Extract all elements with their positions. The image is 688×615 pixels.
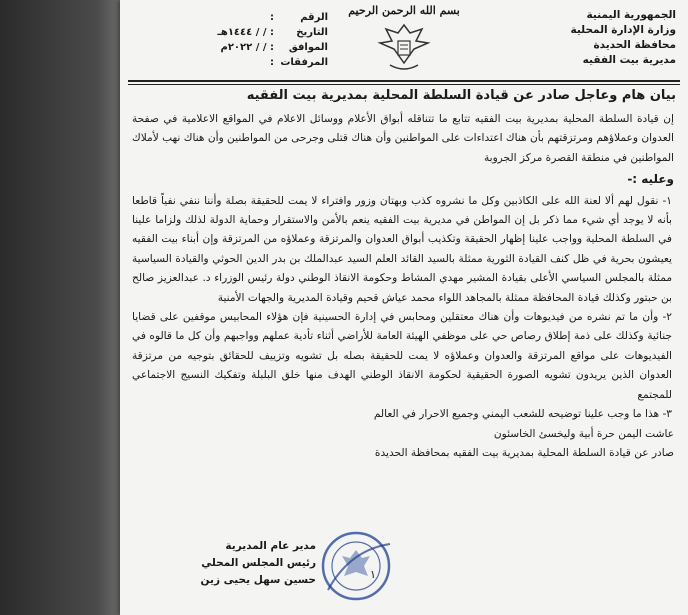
basmala: بسم الله الرحمن الرحيم: [348, 4, 460, 17]
ref-row-date: التاريخ : / / ١٤٤٤هـ: [217, 27, 328, 38]
closing-line-1: عاشت اليمن حرة أبية وليخسئ الخاسئون: [493, 427, 674, 440]
and-therefore-heading: وعليه :-: [627, 172, 674, 187]
page-number: ١: [370, 568, 376, 581]
signature-title-2: رئيس المجلس المحلي: [201, 557, 316, 569]
intro-paragraph: إن قيادة السلطة المحلية بمديرية بيت الفقيه تتابع ما تتناقله أبواق الأعلام ووسائل الاعلام في المواقع الاعلامية في صفحة العدوان وعملاؤهم ومرتزقتهم بأن هناك اعتداءات على المواطنين وأن هناك قتلى وجرحى من المواطنين وأن هناك نهب لأملاك المواطنين في منطقة القصرة مركز الجروبة: [132, 113, 674, 164]
point-3: ٣- هذا ما وجب علينا توضيحه للشعب اليمني وجميع الاحرار في العالم: [373, 408, 672, 421]
background-edge: [0, 0, 120, 615]
header-line-governorate: محافظة الحديدة: [593, 39, 676, 51]
document-page: [120, 0, 688, 615]
ref-row-attachments: المرفقات :: [270, 57, 328, 68]
ref-row-corresponding: الموافق : / / ٢٠٢٢م: [220, 42, 328, 53]
signature-name: حسين سهل يحيى زين: [200, 574, 316, 586]
signature-title-1: مدير عام المديرية: [225, 540, 316, 552]
ref-row-number: الرقم :: [270, 12, 328, 23]
header-line-ministry: وزارة الإدارة المحلية: [570, 24, 676, 36]
point-2: ٢- وأن ما تم نشره من فيديوهات وأن هناك معتقلين ومحابس في إدارة الحسينية فإن هؤلاء المحابيس موقفين على قضايا جنائية وكذلك على ذمة إطلاق رصاص حي على موظفي الهيئة العامة للأراضي أثناء تأدية عملهم وواجبهم وأن كل ما قالوه في الفيديوهات على مواقع المرتزقة والعدوان وعملاؤه لا يمت للحقيقة بصله بل تشويه وتزييف للحقائق بتوجيه من مرتزقة العدوان الذين يريدون تشويه الصورة الحقيقية لحكومة الانقاذ الوطني الهدف منها خلق البلبلة وتفكيك النسيج الاجتماعي للمجتمع: [132, 311, 672, 401]
header-line-district: مديرية بيت الفقيه: [582, 54, 676, 66]
eagle-emblem-icon: [374, 19, 434, 75]
header-authority: [526, 8, 676, 68]
closing-line-2: صادر عن قيادة السلطة المحلية بمديرية بيت الفقيه بمحافظة الحديدة: [374, 446, 674, 459]
header-emblem-block: [344, 4, 464, 75]
official-stamp-icon: [320, 530, 392, 602]
point-1: ١- نقول لهم ألا لعنة الله على الكاذبين وكل ما نشروه كذب وبهتان وزور وافتراء لا يمت للحقيقة بصلة وأننا ننفي نفياً قاطعا بأنه لا يوجد أي شيء مما ذكر بل إن المواطن في مديرية بيت الفقيه ينعم بالأمن والاستقرار وحماية الدولة لذلك ولزاما علينا في السلطة المحلية وواجب علينا إظهار الحقيقة وتكذيب أبواق العدوان والمرتزقة وعملاؤه من المرتزقة وإن أبناء بيت الفقيه يعيشون بحرية في ظل كنف القيادة الثورية ممثلة بالسيد القائد العلم السيد عبدالملك بن بدر الدين الحوثي والقيادة السياسية ممثلة بالمجلس السياسي الأعلى بقيادة المشير مهدي المشاط وحكومة الانقاذ الوطني دولة رئيس الوزراء د. عبدالعزيز صالح بن حبتور وكذلك قيادة المحافظة ممثلة بالمجاهد اللواء محمد عياش قحيم وقيادة المديرية والجهات الأمنية: [132, 194, 672, 304]
statement-body: [132, 110, 674, 463]
signature-block: [126, 538, 316, 589]
statement-title: بيان هام وعاجل صادر عن قيادة السلطة المحلية بمديرية بيت الفقيه: [246, 88, 676, 103]
header-reference-fields: [128, 10, 328, 70]
header-line-republic: الجمهورية اليمنية: [586, 9, 676, 21]
header-divider: [128, 80, 680, 85]
